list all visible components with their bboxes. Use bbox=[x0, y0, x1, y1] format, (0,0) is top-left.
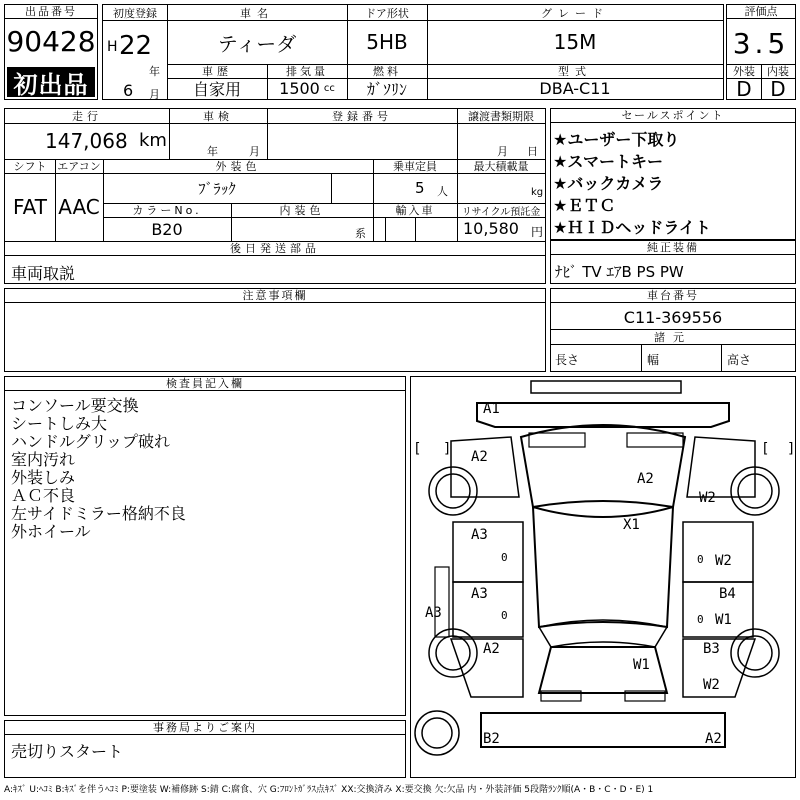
exterior-label: 外装 bbox=[733, 65, 755, 78]
grade: 15M bbox=[553, 30, 597, 54]
equipment-box bbox=[550, 240, 796, 284]
front-bar bbox=[531, 381, 681, 393]
mileage: 147,068 bbox=[45, 129, 128, 153]
displacement: 1500 bbox=[279, 79, 320, 98]
left-rear-door-shape bbox=[453, 582, 523, 637]
car-outline-svg bbox=[411, 377, 795, 777]
model-label: 型式 bbox=[558, 65, 592, 78]
reg-number-label: 登録番号 bbox=[332, 110, 392, 123]
cabin-shape bbox=[533, 507, 673, 627]
left-front-door-shape bbox=[453, 522, 523, 582]
mark-hood: A2 bbox=[637, 471, 654, 487]
inspector-label: 検査員記入欄 bbox=[5, 377, 405, 391]
fuel-label: 燃料 bbox=[373, 65, 401, 78]
bracket-left-open: [ bbox=[413, 441, 422, 457]
displacement-unit: cc bbox=[323, 83, 335, 94]
int-color-unit: 系 bbox=[355, 227, 366, 240]
inspector-box bbox=[4, 376, 406, 716]
details-table bbox=[4, 108, 546, 284]
inspection-year-unit: 年 bbox=[207, 145, 218, 158]
era: H bbox=[107, 39, 118, 55]
mark-left-front-door: A3 bbox=[471, 527, 488, 543]
front-bumper-shape bbox=[477, 403, 729, 427]
mark-trunk: W1 bbox=[633, 657, 650, 673]
fuel: ｶﾞｿﾘﾝ bbox=[366, 80, 407, 99]
month: 6 bbox=[123, 81, 134, 100]
sales-point-item: ★スマートキー bbox=[553, 152, 664, 171]
lot-label: 出品番号 bbox=[5, 5, 97, 19]
displacement-cell bbox=[267, 78, 347, 99]
ext-color: ﾌﾞﾗｯｸ bbox=[198, 179, 236, 198]
mark-left-rear-fender: A2 bbox=[483, 641, 500, 657]
equipment-label: 純正装備 bbox=[551, 241, 795, 255]
mark-roof: X1 bbox=[623, 517, 640, 533]
mark-left-rear-door-zero: 0 bbox=[501, 609, 508, 622]
equipment-value: ﾅﾋﾞ TV ｴｱB PS PW bbox=[555, 263, 684, 281]
inspection-month-unit: 月 bbox=[249, 145, 260, 158]
legend: A:ｷｽﾞ U:ﾍｺﾐ B:ｷｽﾞを伴うﾍｺﾐ P:要塗装 W:補修跡 S:錆 C:腐食、穴 G:ﾌﾛﾝﾄｶﾞﾗｽ点ｷｽﾞ XX:交換済み X:要交換 欠:欠品 内・外装評価 5段階ﾗﾝｸ順(A・B・C・D・E) 1 bbox=[4, 785, 654, 795]
later-parts: 車両取説 bbox=[11, 264, 76, 283]
exterior-score: D bbox=[736, 76, 752, 101]
later-parts-label: 後日発送部品 bbox=[230, 242, 320, 255]
windshield-left bbox=[529, 433, 585, 447]
first-listing-badge: 初出品 bbox=[7, 67, 95, 97]
door-type: 5HB bbox=[366, 30, 408, 54]
width-label: 幅 bbox=[647, 353, 660, 367]
grade-label: グレード bbox=[541, 6, 609, 20]
chassis-label: 車台番号 bbox=[551, 289, 795, 303]
mark-rear-bumper-right: A2 bbox=[705, 731, 722, 747]
interior-score: D bbox=[770, 76, 786, 101]
score-label: 評価点 bbox=[727, 5, 795, 19]
caution-box bbox=[4, 288, 546, 372]
bracket-right-open: [ bbox=[761, 441, 770, 457]
shift-label: シフト bbox=[13, 160, 47, 173]
max-load-label: 最大積載量 bbox=[473, 160, 529, 173]
inspector-note: ハンドルグリップ破れ bbox=[11, 432, 171, 451]
model: DBA-C11 bbox=[539, 79, 611, 98]
interior-label: 内装 bbox=[767, 65, 789, 78]
mileage-unit: km bbox=[139, 130, 167, 151]
recycle-unit: 円 bbox=[531, 225, 544, 239]
car-name: ティーダ bbox=[217, 31, 297, 56]
int-color-label: 内装色 bbox=[279, 204, 325, 217]
mark-rear-right-wheel: W2 bbox=[703, 677, 720, 693]
office-box bbox=[4, 720, 406, 778]
year-unit: 年 bbox=[149, 65, 160, 78]
inspector-note: 外ホイール bbox=[11, 522, 91, 541]
office-label: 事務局よりご案内 bbox=[5, 721, 405, 735]
right-rear-door-shape bbox=[683, 582, 753, 637]
capacity-unit: 人 bbox=[437, 185, 448, 198]
mark-right-front-door: W2 bbox=[715, 553, 732, 569]
history: 自家用 bbox=[192, 80, 241, 99]
recycle-fee: 10,580 bbox=[463, 219, 519, 238]
displacement-label: 排気量 bbox=[286, 65, 328, 78]
score: 3.5 bbox=[732, 26, 790, 60]
chassis-number: C11-369556 bbox=[623, 307, 723, 327]
wheel-rear-left-inner bbox=[436, 636, 470, 670]
bracket-left-close: ] bbox=[443, 441, 452, 457]
sales-point-item: ★ユーザー下取り bbox=[553, 130, 680, 149]
office-value: 売切りスタート bbox=[11, 742, 124, 761]
mileage-label: 走行 bbox=[72, 110, 102, 123]
aircon-label: エアコン bbox=[57, 160, 101, 173]
sales-point-item: ★ＥＴＣ bbox=[553, 196, 616, 215]
mark-left-step: A3 bbox=[425, 605, 442, 621]
transfer-day-unit: 日 bbox=[527, 145, 538, 158]
year: 22 bbox=[119, 31, 153, 61]
sales-points-label: セールスポイント bbox=[551, 109, 795, 123]
specs-label: 諸元 bbox=[654, 331, 692, 344]
inspector-note: シートしみ大 bbox=[11, 414, 108, 433]
header-table bbox=[102, 4, 724, 100]
height-label: 高さ bbox=[727, 353, 752, 367]
mark-front-right-wheel: W2 bbox=[699, 490, 716, 506]
recycle-label: リサイクル預託金 bbox=[461, 206, 541, 218]
history-label: 車歴 bbox=[202, 65, 232, 78]
first-reg-label: 初度登録 bbox=[113, 6, 157, 20]
score-box bbox=[726, 4, 796, 100]
left-step-shape bbox=[435, 567, 449, 637]
shift: FAT bbox=[12, 195, 47, 219]
inspector-notes bbox=[11, 397, 186, 541]
chassis-box bbox=[550, 288, 796, 372]
month-unit: 月 bbox=[149, 88, 160, 101]
mark-right-rear-fender: B3 bbox=[703, 641, 720, 657]
capacity-label: 乗車定員 bbox=[393, 160, 437, 173]
hood-shape bbox=[521, 425, 685, 507]
color-no: B20 bbox=[151, 219, 183, 239]
sales-point-item: ★ＨＩＤヘッドライト bbox=[553, 218, 711, 237]
right-front-door-shape bbox=[683, 522, 753, 582]
ext-color-label: 外装色 bbox=[215, 160, 261, 173]
capacity: 5 bbox=[415, 179, 425, 197]
inspector-note: 左サイドミラー格納不良 bbox=[11, 504, 186, 523]
car-diagram bbox=[410, 376, 796, 778]
mark-front-bumper: A1 bbox=[483, 401, 500, 417]
inspector-note: ＡＣ不良 bbox=[11, 486, 76, 505]
bracket-right-close: ] bbox=[787, 441, 796, 457]
color-no-label: カラーNo. bbox=[132, 204, 202, 217]
mark-left-front-door-zero: 0 bbox=[501, 551, 508, 564]
door-label: ドア形状 bbox=[365, 6, 409, 20]
wheel-front-left-inner bbox=[436, 474, 470, 508]
car-name-label: 車名 bbox=[240, 6, 274, 20]
front-left-fender-shape bbox=[451, 437, 519, 497]
inspection-label: 車検 bbox=[203, 110, 233, 123]
sales-points-box bbox=[550, 108, 796, 240]
mark-right-rear-door-top: B4 bbox=[719, 586, 736, 602]
mark-left-rear-door: A3 bbox=[471, 586, 488, 602]
mark-right-rear-door-w: W1 bbox=[715, 612, 732, 628]
mark-rear-bumper-left: B2 bbox=[483, 731, 500, 747]
max-load-unit: kg bbox=[531, 187, 544, 198]
sales-point-item: ★バックカメラ bbox=[553, 174, 664, 193]
mark-right-rear-door-zero: 0 bbox=[697, 613, 704, 626]
transfer-month-unit: 月 bbox=[497, 145, 508, 158]
inspector-note: 室内汚れ bbox=[11, 450, 76, 469]
transfer-doc-label: 譲渡書類期限 bbox=[468, 110, 534, 123]
front-right-fender-shape bbox=[687, 437, 755, 497]
inspector-note: 外装しみ bbox=[11, 468, 76, 487]
mark-right-front-door-zero: 0 bbox=[697, 553, 704, 566]
rear-bumper-shape bbox=[481, 713, 725, 747]
sales-points-list bbox=[553, 129, 711, 239]
inspector-note: コンソール要交換 bbox=[11, 396, 139, 415]
mark-front-left-fender: A2 bbox=[471, 449, 488, 465]
lot-box bbox=[4, 4, 98, 100]
length-label: 長さ bbox=[555, 353, 580, 367]
lot-number: 90428 bbox=[6, 24, 96, 58]
rear-window-shape bbox=[539, 620, 667, 647]
spare-wheel-inner bbox=[422, 718, 452, 748]
import-label: 輸入車 bbox=[395, 204, 435, 217]
aircon: AAC bbox=[58, 195, 100, 219]
caution-label: 注意事項欄 bbox=[5, 289, 545, 303]
